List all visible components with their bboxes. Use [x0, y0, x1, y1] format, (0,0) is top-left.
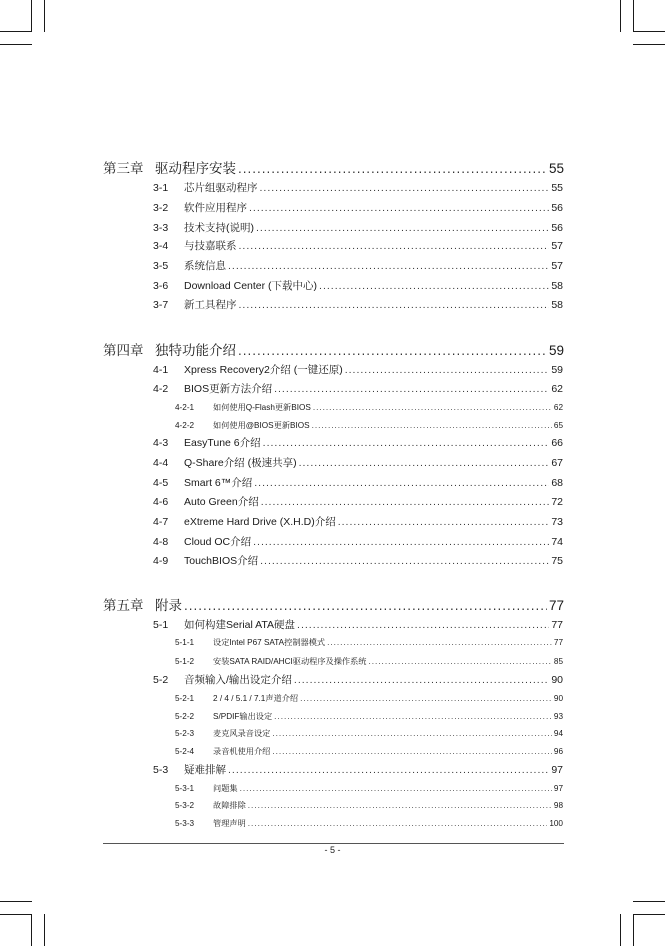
crop-mark	[620, 914, 621, 946]
toc-chapter[interactable]	[103, 339, 564, 359]
toc-section[interactable]	[153, 494, 563, 509]
toc-title: Cloud OC介绍	[184, 536, 252, 548]
toc-page-number: 98	[553, 801, 563, 810]
toc-leader	[294, 674, 549, 686]
toc-section[interactable]	[153, 435, 563, 450]
toc-page-number: 100	[549, 819, 563, 828]
toc-title: Xpress Recovery2介绍 (一键还原)	[184, 364, 343, 376]
toc-title: 与技嘉联系	[184, 240, 237, 252]
crop-mark	[633, 901, 665, 902]
crop-mark	[0, 901, 32, 902]
toc-leader	[238, 161, 547, 176]
toc-subsection[interactable]	[175, 656, 563, 667]
toc-page-number: 85	[553, 657, 563, 666]
toc-title: BIOS更新方法介绍	[184, 383, 273, 395]
toc-page-number: 77	[553, 638, 563, 647]
toc-chapter[interactable]	[103, 157, 564, 177]
toc-number: 3-1	[153, 182, 169, 194]
toc-number: 4-5	[153, 477, 169, 489]
toc-number: 3-6	[153, 280, 169, 292]
toc-title: 芯片组驱动程序	[184, 182, 258, 194]
toc-leader	[228, 764, 549, 776]
toc-title: 疑难排解	[184, 764, 226, 776]
toc-number: 5-1-1	[175, 638, 195, 647]
toc-number: 3-3	[153, 222, 169, 234]
toc-page-number: 62	[551, 383, 563, 395]
toc-leader	[256, 222, 549, 234]
toc-title: 麦克风录音设定	[213, 729, 271, 738]
toc-title: Download Center (下载中心)	[184, 280, 318, 292]
toc-number: 3-5	[153, 260, 169, 272]
toc-number: 3-2	[153, 202, 169, 214]
toc-leader	[248, 819, 548, 828]
toc-leader	[260, 182, 550, 194]
toc-leader	[274, 712, 552, 721]
toc-number: 第五章	[103, 598, 144, 613]
toc-section[interactable]	[153, 553, 563, 568]
toc-page-number: 74	[551, 536, 563, 548]
crop-mark	[633, 44, 665, 45]
toc-leader	[272, 729, 552, 738]
toc-number: 4-8	[153, 536, 169, 548]
page-number: - 5 -	[324, 845, 341, 855]
toc-section[interactable]	[153, 362, 563, 377]
toc-title: 驱动程序安装	[155, 161, 236, 176]
toc-leader	[313, 403, 552, 412]
toc-page-number: 58	[551, 280, 563, 292]
toc-leader	[274, 383, 549, 395]
toc-section[interactable]	[153, 475, 563, 490]
toc-section[interactable]	[153, 180, 563, 195]
toc-title: 管理声明	[213, 819, 246, 828]
toc-title: 安装SATA RAID/AHCI驱动程序及操作系统	[213, 657, 367, 666]
toc-page-number: 96	[553, 747, 563, 756]
toc-leader	[338, 516, 550, 528]
toc-number: 3-4	[153, 240, 169, 252]
toc-leader	[228, 260, 549, 272]
toc-leader	[297, 619, 549, 631]
toc-leader	[327, 638, 552, 647]
toc-leader	[312, 421, 552, 430]
toc-leader	[238, 343, 547, 358]
toc-section[interactable]	[153, 455, 563, 470]
crop-mark	[620, 0, 621, 32]
crop-mark	[633, 0, 634, 32]
toc-leader	[184, 598, 547, 613]
toc-subsection[interactable]	[175, 402, 563, 413]
toc-number: 5-1-2	[175, 657, 195, 666]
toc-page-number: 77	[548, 598, 564, 613]
toc-page-number: 56	[551, 222, 563, 234]
toc-leader	[319, 280, 549, 292]
toc-page-number: 90	[551, 674, 563, 686]
toc-leader	[248, 801, 552, 810]
toc-leader	[368, 657, 551, 666]
toc-section[interactable]	[153, 238, 563, 253]
toc-page-number: 93	[553, 712, 563, 721]
toc-title: 问题集	[213, 784, 238, 793]
toc-number: 5-3	[153, 764, 169, 776]
toc-leader	[249, 202, 549, 214]
crop-mark	[31, 0, 32, 32]
toc-page-number: 66	[551, 437, 563, 449]
toc-title: 故障排除	[213, 801, 246, 810]
toc-page-number: 59	[551, 364, 563, 376]
toc-leader	[272, 747, 552, 756]
toc-page-number: 58	[551, 299, 563, 311]
toc-leader	[299, 457, 550, 469]
toc-page-number: 97	[551, 764, 563, 776]
toc-leader	[239, 240, 550, 252]
toc-title: Auto Green介绍	[184, 496, 259, 508]
crop-mark	[633, 914, 665, 915]
toc-number: 第四章	[103, 343, 144, 358]
toc-leader	[253, 536, 549, 548]
toc-title: 新工具程序	[184, 299, 237, 311]
toc-leader	[254, 477, 549, 489]
toc-section[interactable]	[153, 381, 563, 396]
toc-number: 4-2-1	[175, 403, 195, 412]
toc-subsection[interactable]	[175, 746, 563, 757]
crop-mark	[0, 44, 32, 45]
footer-rule	[103, 843, 564, 844]
toc-chapter[interactable]	[103, 594, 564, 614]
toc-number: 5-3-2	[175, 801, 195, 810]
crop-mark	[31, 914, 32, 946]
toc-leader	[345, 364, 550, 376]
toc-page-number: 77	[551, 619, 563, 631]
toc-number: 5-2-3	[175, 729, 195, 738]
toc-title: EasyTune 6介绍	[184, 437, 261, 449]
toc-number: 5-3-1	[175, 784, 195, 793]
toc-subsection[interactable]	[175, 728, 563, 739]
toc-subsection[interactable]	[175, 420, 563, 431]
toc-number: 5-2-4	[175, 747, 195, 756]
toc-page-number: 59	[548, 343, 564, 358]
toc-subsection[interactable]	[175, 800, 563, 811]
toc-leader	[300, 694, 552, 703]
toc-section[interactable]	[153, 258, 563, 273]
toc-subsection[interactable]	[175, 783, 563, 794]
toc-number: 4-3	[153, 437, 169, 449]
crop-mark	[0, 31, 32, 32]
crop-mark	[44, 914, 45, 946]
toc-section[interactable]	[153, 220, 563, 235]
toc-leader	[239, 299, 550, 311]
toc-title: 如何使用Q-Flash更新BIOS	[213, 403, 311, 412]
toc-page-number: 73	[551, 516, 563, 528]
toc-section[interactable]	[153, 297, 563, 312]
toc-page-number: 97	[553, 784, 563, 793]
toc-page-number: 67	[551, 457, 563, 469]
toc-title: eXtreme Hard Drive (X.H.D)介绍	[184, 516, 336, 528]
toc-number: 4-1	[153, 364, 169, 376]
toc-number: 4-2-2	[175, 421, 195, 430]
toc-subsection[interactable]	[175, 637, 563, 648]
toc-section[interactable]	[153, 534, 563, 549]
toc-title: 如何构建Serial ATA硬盘	[184, 619, 296, 631]
toc-section[interactable]	[153, 762, 563, 777]
toc-title: Smart 6™介绍	[184, 477, 253, 489]
toc-page-number: 57	[551, 260, 563, 272]
toc-title: 录音机使用介绍	[213, 747, 271, 756]
toc-leader	[263, 437, 550, 449]
toc-title: 附录	[155, 598, 182, 613]
toc-number: 5-3-3	[175, 819, 195, 828]
toc-page-number: 65	[553, 421, 563, 430]
toc-number: 第三章	[103, 161, 144, 176]
toc-title: S/PDIF输出设定	[213, 712, 273, 721]
toc-title: TouchBIOS介绍	[184, 555, 259, 567]
toc-subsection[interactable]	[175, 818, 563, 829]
toc-title: Q-Share介绍 (极速共享)	[184, 457, 297, 469]
toc-page-number: 75	[551, 555, 563, 567]
toc-section[interactable]	[153, 278, 563, 293]
toc-number: 5-1	[153, 619, 169, 631]
toc-leader	[261, 496, 550, 508]
toc-number: 3-7	[153, 299, 169, 311]
toc-number: 4-9	[153, 555, 169, 567]
toc-title: 设定Intel P67 SATA控制器模式	[213, 638, 326, 647]
toc-title: 技术支持(说明)	[184, 222, 254, 234]
toc-number: 5-2-1	[175, 694, 195, 703]
toc-page-number: 94	[553, 729, 563, 738]
toc-page-number: 56	[551, 202, 563, 214]
crop-mark	[44, 0, 45, 32]
crop-mark	[633, 914, 634, 946]
toc-title: 2 / 4 / 5.1 / 7.1声道介绍	[213, 694, 299, 703]
toc-leader	[240, 784, 552, 793]
toc-subsection[interactable]	[175, 711, 563, 722]
toc-number: 5-2	[153, 674, 169, 686]
toc-section[interactable]	[153, 672, 563, 687]
toc-number: 4-7	[153, 516, 169, 528]
toc-page-number: 62	[553, 403, 563, 412]
toc-subsection[interactable]	[175, 693, 563, 704]
toc-title: 音频输入/输出设定介绍	[184, 674, 292, 686]
toc-section[interactable]	[153, 514, 563, 529]
toc-title: 软件应用程序	[184, 202, 247, 214]
toc-title: 如何使用@BIOS更新BIOS	[213, 421, 310, 430]
toc-number: 5-2-2	[175, 712, 195, 721]
toc-title: 独特功能介绍	[155, 343, 236, 358]
toc-leader	[260, 555, 549, 567]
toc-page-number: 57	[551, 240, 563, 252]
crop-mark	[0, 914, 32, 915]
toc-section[interactable]	[153, 617, 563, 632]
toc-page-number: 68	[551, 477, 563, 489]
toc-page-number: 72	[551, 496, 563, 508]
toc-page-number: 90	[553, 694, 563, 703]
toc-number: 4-2	[153, 383, 169, 395]
toc-title: 系统信息	[184, 260, 226, 272]
toc-page-number: 55	[548, 161, 564, 176]
toc-section[interactable]	[153, 200, 563, 215]
crop-mark	[633, 31, 665, 32]
toc-number: 4-6	[153, 496, 169, 508]
toc-page-number: 55	[551, 182, 563, 194]
toc-number: 4-4	[153, 457, 169, 469]
